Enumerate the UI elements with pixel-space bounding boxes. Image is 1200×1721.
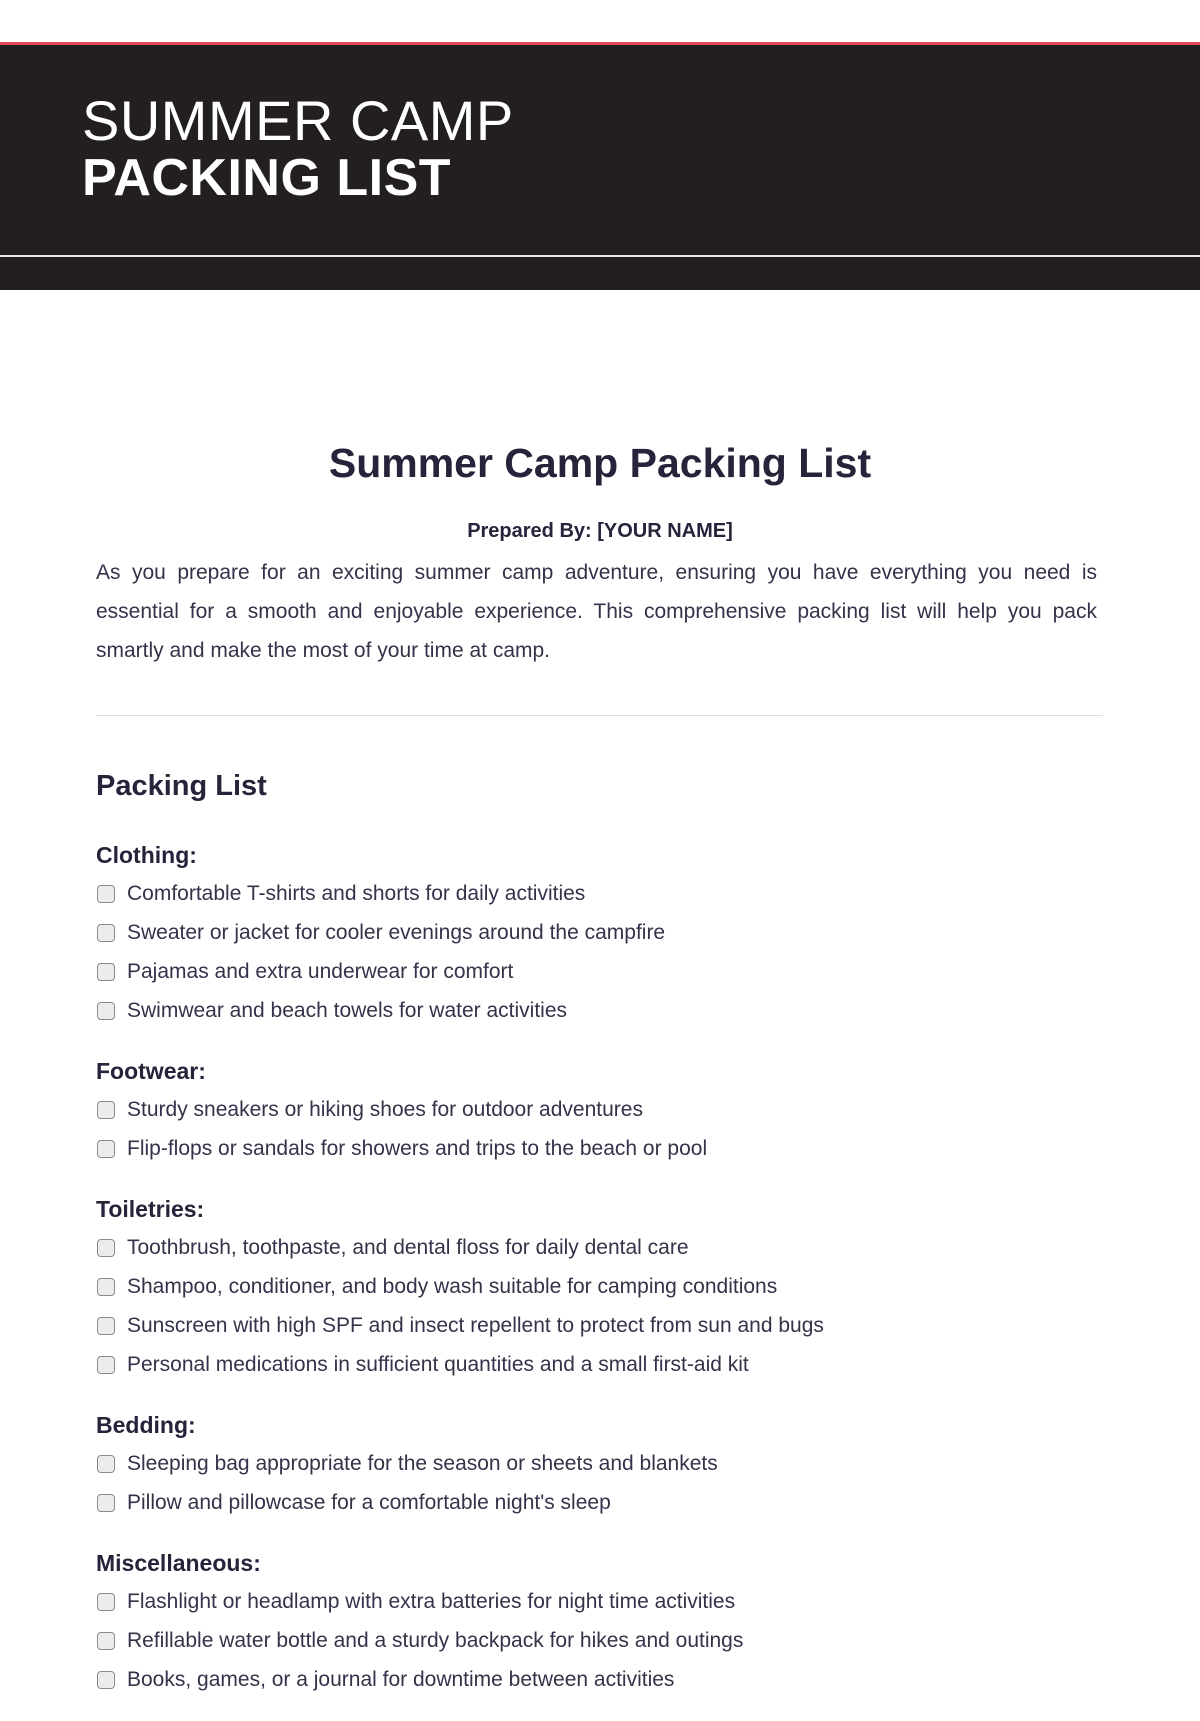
packing-section [96, 836, 1106, 1030]
banner-title-line-2: PACKING LIST [82, 149, 452, 207]
checkbox[interactable] [97, 1494, 115, 1512]
banner-title-line-1: SUMMER CAMP [82, 89, 514, 152]
checkbox[interactable] [97, 924, 115, 942]
checklist-item[interactable] [96, 952, 1106, 991]
prepared-by: Prepared By: [YOUR NAME] [467, 520, 733, 542]
checkbox[interactable] [97, 1101, 115, 1119]
document-title: Summer Camp Packing List [328, 440, 872, 486]
checklist-item[interactable] [96, 1660, 1106, 1699]
checkbox[interactable] [97, 1455, 115, 1473]
checklist-item-label: Pajamas and extra underwear for comfort [127, 959, 514, 983]
checklist-item[interactable] [96, 1444, 1106, 1483]
checkbox[interactable] [97, 1317, 115, 1335]
checkbox[interactable] [97, 1671, 115, 1689]
section-divider [96, 715, 1103, 716]
checkbox[interactable] [97, 1356, 115, 1374]
checklist-item-label: Pillow and pillowcase for a comfortable night's sleep [127, 1490, 611, 1514]
banner-divider [0, 255, 1200, 257]
checkbox[interactable] [97, 1593, 115, 1611]
checklist-item[interactable] [96, 1090, 1106, 1129]
checklist-item-label: Flashlight or headlamp with extra batteries for night time activities [127, 1589, 736, 1613]
checklist-item[interactable] [96, 1582, 1106, 1621]
section-title: Footwear: [96, 1058, 206, 1084]
header-banner [0, 45, 1200, 290]
section-title: Clothing: [96, 842, 197, 868]
checklist-item-label: Sunscreen with high SPF and insect repellent to protect from sun and bugs [127, 1313, 824, 1337]
checklist-item-label: Shampoo, conditioner, and body wash suitable for camping conditions [127, 1274, 778, 1298]
checklist-item[interactable] [96, 1306, 1106, 1345]
packing-list-heading: Packing List [96, 770, 267, 802]
section-title: Bedding: [96, 1412, 196, 1438]
checkbox[interactable] [97, 1002, 115, 1020]
checklist-item-label: Personal medications in sufficient quantities and a small first-aid kit [127, 1352, 749, 1376]
checkbox[interactable] [97, 1632, 115, 1650]
checklist-item-label: Sweater or jacket for cooler evenings around the campfire [127, 920, 666, 944]
checkbox[interactable] [97, 1140, 115, 1158]
checklist-item[interactable] [96, 1228, 1106, 1267]
checklist-item-label: Comfortable T-shirts and shorts for daily activities [127, 881, 586, 905]
packing-section [96, 1406, 1106, 1522]
checklist-item-label: Sleeping bag appropriate for the season or sheets and blankets [127, 1451, 718, 1475]
checklist-item[interactable] [96, 874, 1106, 913]
checklist-item[interactable] [96, 913, 1106, 952]
checklist-item-label: Swimwear and beach towels for water activities [127, 998, 568, 1022]
packing-section [96, 1052, 1106, 1168]
checklist-item-label: Flip-flops or sandals for showers and trips to the beach or pool [127, 1136, 708, 1160]
checkbox[interactable] [97, 963, 115, 981]
section-title: Toiletries: [96, 1196, 205, 1222]
checklist-item[interactable] [96, 1129, 1106, 1168]
checklist-item[interactable] [96, 1621, 1106, 1660]
checkbox[interactable] [97, 1278, 115, 1296]
checklist-item-label: Toothbrush, toothpaste, and dental floss for daily dental care [127, 1235, 689, 1259]
checklist-item-label: Sturdy sneakers or hiking shoes for outdoor adventures [127, 1097, 643, 1121]
checklist-item[interactable] [96, 991, 1106, 1030]
section-title: Miscellaneous: [96, 1550, 261, 1576]
checklist-item-label: Books, games, or a journal for downtime between activities [127, 1667, 675, 1691]
checklist-item-label: Refillable water bottle and a sturdy backpack for hikes and outings [127, 1628, 744, 1652]
packing-section [96, 1544, 1106, 1699]
packing-sections [96, 836, 1106, 1721]
checkbox[interactable] [97, 1239, 115, 1257]
checkbox[interactable] [97, 885, 115, 903]
intro-paragraph: As you prepare for an exciting summer camp adventure, ensuring you have everything you need is essential for a smooth and enjoyable experience. This comprehensive packing list will help you pack smartly and make the most of your time at camp. [96, 561, 1097, 662]
checklist-item[interactable] [96, 1483, 1106, 1522]
checklist-item[interactable] [96, 1345, 1106, 1384]
checklist-item[interactable] [96, 1267, 1106, 1306]
packing-section [96, 1190, 1106, 1384]
